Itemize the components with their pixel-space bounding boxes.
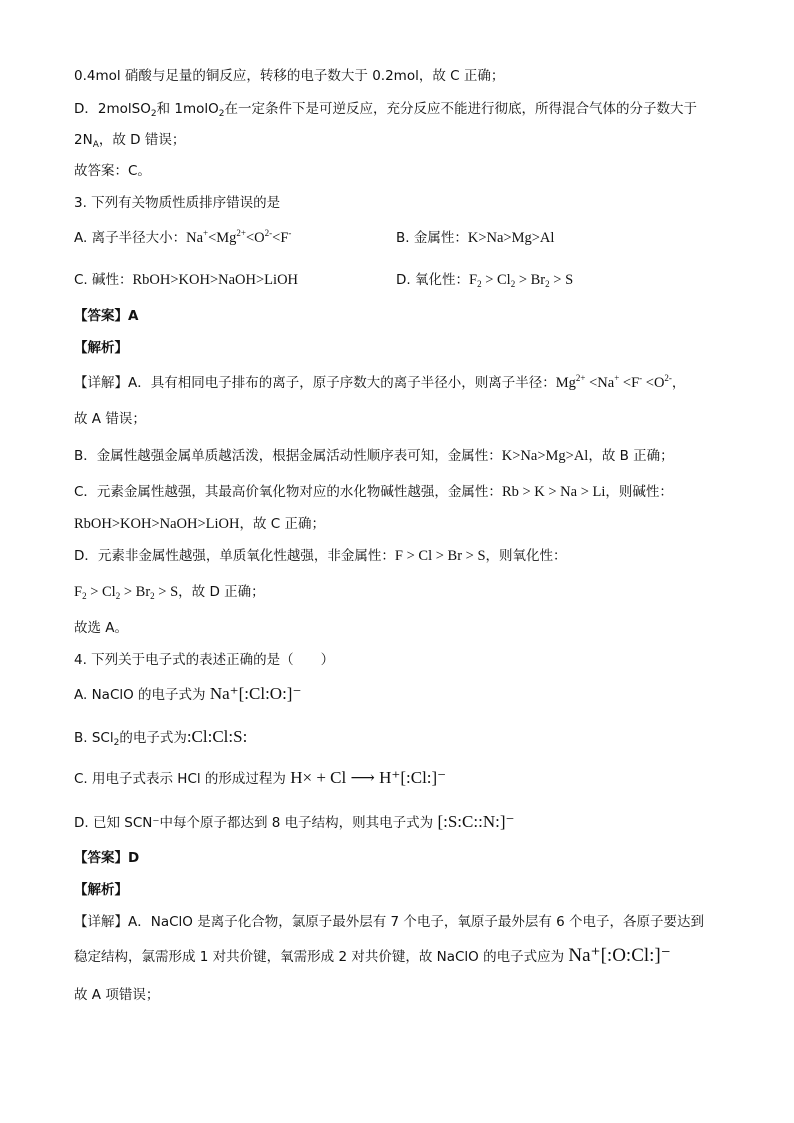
q4-answer: 【答案】D [74,850,140,866]
q2-line-d-cont: $2N_A$，故 D 错误； [74,132,186,150]
q4-stem: 4. 下列关于电子式的表述正确的是（ ） [74,652,335,668]
q4-option-a: A. NaClO 的电子式为 Na⁺[:Cl:O:]⁻ [74,684,302,703]
q3-option-d: D. 氧化性：$F_2 > Cl_2 > Br_2 > S$ [396,272,574,289]
q2-line-c: 0.4mol 硝酸与足量的铜反应，转移的电子数大于 0.2mol，故 C 正确； [74,68,505,84]
q3-analysis-tag: 【解析】 [74,340,128,356]
q4-detail-a-end: 故 A 项错误； [74,987,160,1003]
q2-line-d: D．2molSO$_2$和 1molO$_2$在一定条件下是可逆反应，充分反应不能进行彻底，所得混合气体的分子数大于 [74,101,697,119]
q3-detail-d-cont: $F_2 > Cl_2 > Br_2 > S$，故 D 正确； [74,584,265,601]
q3-detail-d: D．元素非金属性越强，单质氧化性越强，非金属性：F > Cl > Br > S，则氧化性： [74,548,567,564]
q4-analysis-tag: 【解析】 [74,882,128,898]
q3-detail-a: 【详解】A．具有相同电子排布的离子，原子序数大的离子半径小，则离子半径：$Mg^{2+} <Na^+ <F^- <O^{2-}$， [74,373,686,391]
q2-answer: 故答案：C。 [74,163,151,179]
q4-detail-a: 【详解】A．NaClO 是离子化合物，氯原子最外层有 7 个电子，氧原子最外层有 6 个电子，各原子要达到 [74,914,705,930]
q3-option-a: A. 离子半径大小：$Na^+<Mg^{2+}<O^{2-}<F^-$ [74,228,292,246]
q3-answer: 【答案】A [74,308,139,324]
q4-option-b: B. SCl$_2$的电子式为:Cl:Cl:S: [74,727,248,748]
q3-stem: 3. 下列有关物质性质排序错误的是 [74,195,281,211]
q3-option-c: C. 碱性：RbOH>KOH>NaOH>LiOH [74,272,299,288]
q3-detail-c: C．元素金属性越强，其最高价氧化物对应的水化物碱性越强，金属性：Rb > K > Na > Li，则碱性： [74,484,673,500]
q3-option-b: B. 金属性：K>Na>Mg>Al [396,230,555,246]
q3-conclusion: 故选 A。 [74,620,129,636]
q4-detail-a-cont: 稳定结构，氯需形成 1 对共价键，氧需形成 2 对共价键，故 NaClO 的电子式应为 Na⁺[:O:Cl:]⁻ [74,945,671,966]
q3-detail-a-cont: 故 A 错误； [74,411,146,427]
q3-detail-c-cont: RbOH>KOH>NaOH>LiOH，故 C 正确； [74,516,326,532]
q3-detail-b: B．金属性越强金属单质越活泼，根据金属活动性顺序表可知，金属性：K>Na>Mg>Al，故 B 正确； [74,448,674,464]
q4-option-c: C. 用电子式表示 HCl 的形成过程为 H× + Cl ⟶ H⁺[:Cl:]⁻ [74,768,447,787]
q4-option-d: D. 已知 SCN⁻中每个原子都达到 8 电子结构，则其电子式为 [:S:C::N:]⁻ [74,812,515,831]
